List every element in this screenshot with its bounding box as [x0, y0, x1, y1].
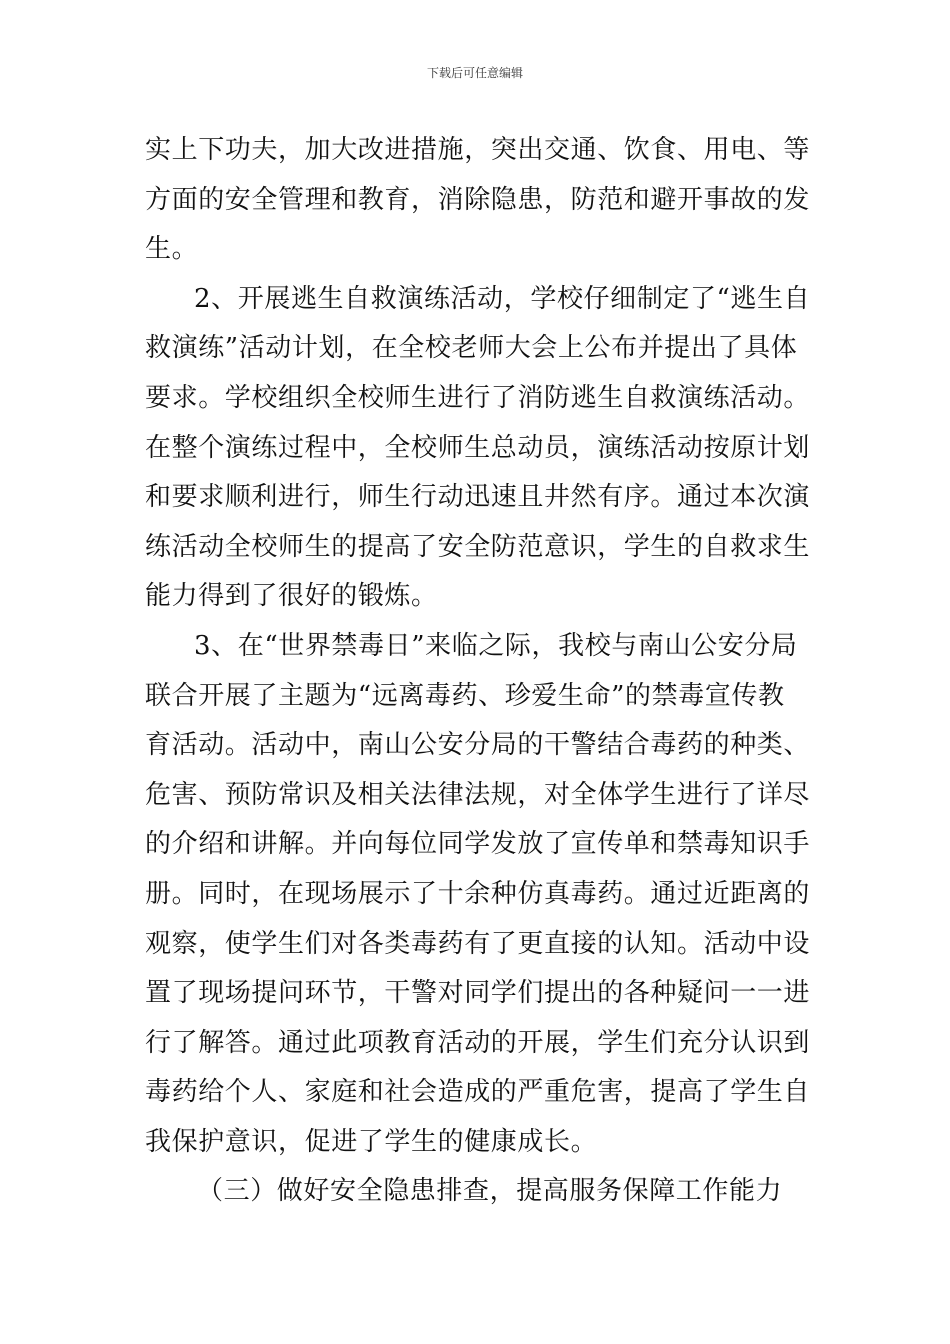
text-line: 册。同时，在现场展示了十余种仿真毒药。通过近距离的	[145, 878, 811, 909]
text-line: 能力得到了很好的锻炼。	[145, 581, 438, 612]
text-line: 生。	[145, 234, 199, 265]
text-line: 危害、预防常识及相关法律法规，对全体学生进行了详尽	[145, 779, 811, 810]
text-line: 练活动全校师生的提高了安全防范意识，学生的自救求生	[145, 531, 811, 562]
text-line: 毒药给个人、家庭和社会造成的严重危害，提高了学生自	[145, 1077, 811, 1108]
text-line: 和要求顺利进行，师生行动迅速且井然有序。通过本次演	[145, 482, 811, 513]
paragraph-3-start: 3、在“世界禁毒日”来临之际，我校与南山公安分局	[194, 630, 798, 661]
text-line: 在整个演练过程中，全校师生总动员，演练活动按原计划	[145, 432, 811, 463]
section-heading: （三）做好安全隐患排查，提高服务保障工作能力	[197, 1176, 783, 1207]
text-line: 方面的安全管理和教育，消除隐患，防范和避开事故的发	[145, 184, 811, 215]
page-header-note: 下载后可任意编辑	[426, 66, 523, 80]
text-line: 联合开展了主题为“远离毒药、珍爱生命”的禁毒宣传教	[145, 680, 785, 711]
text-line: 要求。学校组织全校师生进行了消防逃生自救演练活动。	[145, 382, 811, 413]
text-line: 我保护意识，促进了学生的健康成长。	[145, 1126, 598, 1157]
text-line: 观察，使学生们对各类毒药有了更直接的认知。活动中设	[145, 928, 811, 959]
text-line: 的介绍和讲解。并向每位同学发放了宣传单和禁毒知识手	[145, 829, 811, 860]
document-body	[145, 126, 810, 1217]
text-line: 置了现场提问环节，干警对同学们提出的各种疑问一一进	[145, 978, 811, 1009]
text-line: 救演练”活动计划，在全校老师大会上公布并提出了具体	[145, 333, 798, 364]
text-line: 行了解答。通过此项教育活动的开展，学生们充分认识到	[145, 1027, 811, 1058]
paragraph-2-start: 2、开展逃生自救演练活动，学校仔细制定了“逃生自	[194, 283, 811, 314]
text-line: 实上下功夫，加大改进措施，突出交通、饮食、用电、等	[145, 135, 811, 165]
text-line: 育活动。活动中，南山公安分局的干警结合毒药的种类、	[145, 730, 811, 761]
